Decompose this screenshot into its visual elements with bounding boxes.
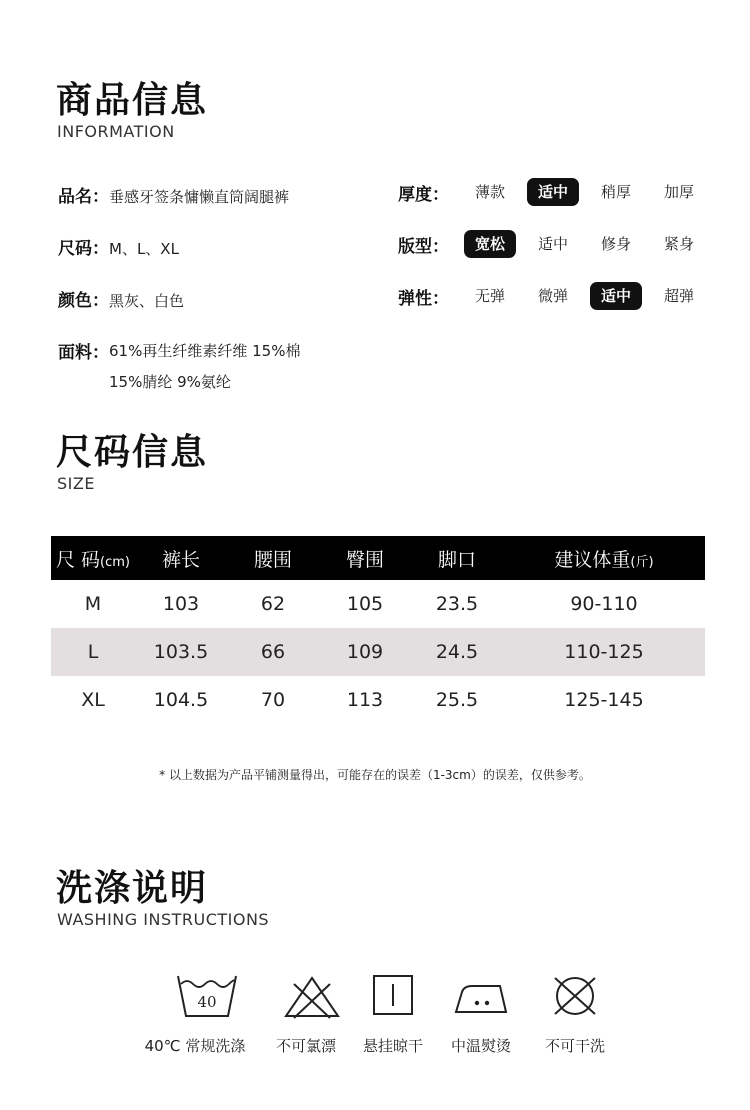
thickness-label: 厚度： xyxy=(398,184,449,205)
fit-option: 修身 xyxy=(600,235,631,253)
no-dry-clean-icon xyxy=(543,972,607,1022)
header-hip: 臀围 xyxy=(319,536,411,580)
fit-options xyxy=(464,230,705,258)
table-row xyxy=(51,628,705,676)
fabric-row xyxy=(58,338,300,392)
table-cell: 125-145 xyxy=(564,689,644,711)
thickness-option: 适中 xyxy=(527,178,579,206)
table-cell: 113 xyxy=(346,689,384,711)
elasticity-options xyxy=(464,282,705,310)
table-cell: 103.5 xyxy=(135,628,227,676)
table-cell: 90-110 xyxy=(570,593,638,615)
fit-option: 宽松 xyxy=(464,230,516,258)
color-label: 颜色： xyxy=(58,291,109,311)
size-table-header xyxy=(51,536,705,580)
product-name-value: 垂感牙签条慵懒直筒阔腿裤 xyxy=(109,188,290,206)
wash-40-label: 40℃ 常规洗涤 xyxy=(144,1037,246,1055)
thickness-row xyxy=(398,178,705,206)
elasticity-label: 弹性： xyxy=(398,288,449,309)
table-row xyxy=(51,580,705,628)
header-length: 裤长 xyxy=(135,536,227,580)
elasticity-row xyxy=(398,282,705,310)
elasticity-option: 无弹 xyxy=(474,287,505,305)
line-dry-icon xyxy=(361,972,425,1022)
iron-medium-label: 中温熨烫 xyxy=(450,1037,511,1055)
no-bleach-label: 不可氯漂 xyxy=(275,1037,336,1055)
table-cell: 70 xyxy=(260,689,286,711)
table-cell: 25.5 xyxy=(435,689,479,711)
color-row xyxy=(58,286,184,311)
table-cell: M xyxy=(84,593,102,615)
elasticity-option: 微弹 xyxy=(537,287,568,305)
thickness-option: 稍厚 xyxy=(600,183,631,201)
size-row xyxy=(58,234,179,259)
size-label: 尺码： xyxy=(58,239,109,259)
wash-40-icon xyxy=(175,972,239,1022)
thickness-option: 薄款 xyxy=(474,183,505,201)
product-name-row xyxy=(58,182,289,207)
fit-row xyxy=(398,230,705,258)
header-size: 尺 码(cm) xyxy=(51,536,135,580)
table-cell: 23.5 xyxy=(435,593,479,615)
elasticity-option: 适中 xyxy=(590,282,642,310)
elasticity-option: 超弹 xyxy=(663,287,694,305)
iron-medium-icon xyxy=(450,972,514,1022)
thickness-options xyxy=(464,178,705,206)
washing-subtitle: WASHING INSTRUCTIONS xyxy=(57,910,270,929)
table-cell: 103 xyxy=(162,593,200,615)
line-dry-label: 悬挂晾干 xyxy=(362,1037,423,1055)
size-info-title: 尺码信息 xyxy=(56,432,209,473)
color-value: 黑灰、白色 xyxy=(109,292,185,310)
thickness-option: 加厚 xyxy=(663,183,694,201)
size-value: M、L、XL xyxy=(109,240,179,258)
no-dry-clean-label: 不可干洗 xyxy=(544,1037,605,1055)
fabric-line-1: 61%再生纤维素纤维 15%棉 xyxy=(109,342,301,360)
table-cell: 109 xyxy=(319,628,411,676)
fabric-label: 面料： xyxy=(58,343,109,363)
table-cell: XL xyxy=(81,689,105,711)
size-table xyxy=(51,536,705,724)
fit-option: 紧身 xyxy=(663,235,694,253)
header-waist: 腰围 xyxy=(227,536,319,580)
washing-title: 洗涤说明 xyxy=(56,868,209,909)
table-cell: 105 xyxy=(346,593,384,615)
header-weight: 建议体重(斤) xyxy=(503,536,705,580)
table-row xyxy=(51,676,705,724)
table-cell: 66 xyxy=(227,628,319,676)
no-bleach-icon xyxy=(280,972,344,1022)
header-hem: 脚口 xyxy=(411,536,503,580)
product-info-title: 商品信息 xyxy=(56,80,209,121)
product-info-subtitle: INFORMATION xyxy=(57,122,175,141)
svg-text:40: 40 xyxy=(197,993,217,1011)
size-note: * 以上数据为产品平铺测量得出，可能存在的误差（1-3cm）的误差，仅供参考。 xyxy=(159,768,591,782)
size-info-subtitle: SIZE xyxy=(57,474,95,493)
product-name-label: 品名： xyxy=(58,187,109,207)
size-table-wrap xyxy=(51,536,705,724)
table-cell: 62 xyxy=(260,593,286,615)
fit-option: 适中 xyxy=(537,235,568,253)
fit-label: 版型： xyxy=(398,236,449,257)
table-cell: 110-125 xyxy=(503,628,705,676)
fabric-line-2: 15%腈纶 9%氨纶 xyxy=(109,373,231,391)
table-cell: 104.5 xyxy=(153,689,209,711)
table-cell: 24.5 xyxy=(411,628,503,676)
table-cell: L xyxy=(51,628,135,676)
